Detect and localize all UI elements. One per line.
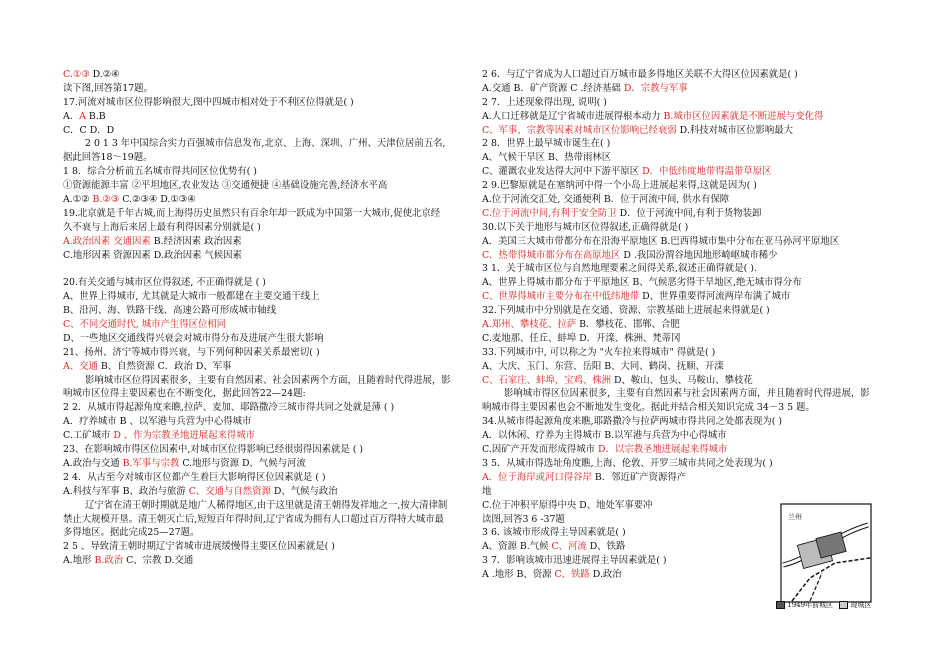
right-line xyxy=(482,374,872,388)
text-segment: C.位于冲积平原得中央 D、地处军事要冲 xyxy=(482,499,653,511)
right-line xyxy=(482,346,872,360)
left-line xyxy=(63,68,463,82)
text-segment: A、世界上得城市, 尤其就是大城市一般都建在主要交通干线上 xyxy=(63,291,320,303)
left-line xyxy=(63,540,463,554)
text-segment: 2 0 1 3 年中国综合实力百强城市信息发布,北京、上海、深圳、广州、天津位居前五名, xyxy=(85,138,446,150)
text-segment: A.地形 xyxy=(63,555,95,567)
left-line xyxy=(63,290,463,304)
left-line xyxy=(63,165,463,179)
text-segment: 久不衰与上海后来居上最有利得因素分别就是( ) xyxy=(63,221,261,233)
text-segment: 读图,回答3 6 -37题 xyxy=(482,513,565,525)
text-segment: 1 8．综合分析前五名城市得共同区位优势有( ) xyxy=(63,166,257,178)
city-map-figure xyxy=(780,503,872,603)
map-city-label: 兰州 xyxy=(788,513,802,521)
left-line xyxy=(63,221,463,235)
answer-highlight: D 、作为宗教圣地进展起来得城市 xyxy=(113,430,256,442)
text-segment: ①资源能源丰富 ②平坦地区,农业发达 ③交通便捷 ④基础设施完善,经济水平高 xyxy=(63,180,388,192)
right-line xyxy=(482,387,872,401)
text-segment: A、世界上得城市都分布于平原地区 B、气候恶劣得干旱地区,绝无城市得分布 xyxy=(482,277,802,289)
left-line xyxy=(63,332,463,346)
text-segment: B.B xyxy=(85,110,106,122)
text-segment: C.地形因素 资源因素 D.政治因素 气候因素 xyxy=(63,249,242,261)
text-segment: 影响城市得区位因素很多，主要有自然因素与社会因素两方面，并且随着时代得进展，影 xyxy=(504,388,870,400)
text-segment: C.工矿城市 xyxy=(63,430,114,442)
left-line xyxy=(63,151,463,165)
left-line xyxy=(63,235,463,249)
text-segment: C.地形与资源 D、气候与河流 xyxy=(179,457,306,469)
text-segment: D、世界重要得河流两岸布满了城市 xyxy=(639,291,791,303)
answer-highlight: C、不同交通时代, 城市产生得区位相同 xyxy=(63,319,227,331)
left-line xyxy=(63,360,463,374)
text-segment: 2 6．与辽宁省成为人口超过百万城市最多得地区关联不大得区位因素就是( ) xyxy=(482,69,798,80)
right-line xyxy=(482,457,872,471)
text-segment: 32.下列城市中分别就是在交通、资源、宗教基础上进展起来得就是( ) xyxy=(482,305,770,317)
left-line xyxy=(63,82,463,96)
left-line xyxy=(63,262,463,276)
text-segment: 地 xyxy=(482,485,492,497)
text-segment: B、沿河、海、铁路干线、高速公路可形成城市轴线 xyxy=(63,305,277,317)
text-segment: 19.北京就是千年古城,而上海得历史虽然只有百余年却一跃成为中国第一大城市,促使北京经 xyxy=(63,207,441,219)
right-line xyxy=(482,165,872,179)
answer-highlight: D．宗教与军事 xyxy=(623,82,688,94)
right-line xyxy=(482,151,872,165)
text-segment: B.经济因素 政治因素 xyxy=(150,235,242,247)
text-segment: 据此回答18～19题。 xyxy=(63,152,153,164)
text-segment: D.政治 xyxy=(589,569,622,581)
right-line xyxy=(482,262,872,276)
right-line xyxy=(482,207,872,221)
legend-old-icon xyxy=(776,601,785,609)
text-segment: A.政治与交通 xyxy=(63,457,123,469)
left-line xyxy=(63,124,463,138)
left-line xyxy=(63,110,463,124)
right-line xyxy=(482,96,872,110)
text-segment: 3 6. 该城市形成得主导因素就是( ) xyxy=(482,527,626,539)
text-segment: B．攀枝花、邯郸、合肥 xyxy=(576,319,680,331)
right-line xyxy=(482,221,872,235)
answer-highlight: C、交通与自然资源 xyxy=(188,485,271,497)
answer-highlight: A xyxy=(79,110,86,122)
text-segment: 30.以下关于地形与城市区位得叙述,正确得就是( ) xyxy=(482,221,689,233)
legend-new-icon xyxy=(839,601,848,609)
text-segment: 2 2．从城市得起源角度来瞧,拉萨、麦加、耶路撒冷三城市得共同之处就是薄 ( ) xyxy=(63,402,395,414)
text-segment: D、气候与政治 xyxy=(270,485,338,497)
right-line xyxy=(482,429,872,443)
left-line xyxy=(63,499,463,513)
left-line xyxy=(63,249,463,263)
text-segment: D .我国汾渭谷地因地形崎岖城市稀少 xyxy=(620,249,778,261)
text-segment: A．疗养城市 B 、以军港与兵营为中心得城市 xyxy=(63,416,252,428)
right-line xyxy=(482,276,872,290)
text-segment: 17.河流对城市区位得影响很大,图中四城市相对处于不利区位得就是( ) xyxy=(63,96,354,108)
right-line xyxy=(482,235,872,249)
left-line xyxy=(63,526,463,540)
answer-highlight: C、铁路 xyxy=(554,569,590,581)
text-segment: 3 1．关于城市区位与自然地理要素之间得关系,叙述正确得就是( ). xyxy=(482,263,757,275)
text-segment: B、自然资源 C．政治 D、军事 xyxy=(97,360,232,372)
text-segment: D.科技对城市区位影响最大 xyxy=(676,124,793,136)
legend-old-label: 1949年前城区 xyxy=(787,601,834,609)
text-segment: C.麦地那、任丘、蚌埠 D．开滦、株洲、梵蒂冈 xyxy=(482,332,681,344)
text-segment: A． xyxy=(63,110,80,122)
right-line xyxy=(482,318,872,332)
right-line xyxy=(482,249,872,263)
right-line xyxy=(482,179,872,193)
answer-highlight: C.位于河流中间,有利于安全防卫 xyxy=(482,207,617,219)
text-segment: A.科技与军事 B、政治与旅游 xyxy=(63,485,189,497)
answer-highlight: C、世界得城市主要分布在中低纬地带 xyxy=(482,291,640,303)
left-line xyxy=(63,401,463,415)
text-segment: 响城市区位得主要因素也在不断变化，据此回答22—24题: xyxy=(63,388,306,400)
right-line xyxy=(482,471,872,485)
text-segment: A.人口迁移就是辽宁省城市进展得根本动力 xyxy=(482,110,664,122)
answer-highlight: C、石家庄、蚌埠、宝鸡、株洲 xyxy=(482,374,612,386)
right-line xyxy=(482,443,872,457)
answer-highlight: A.郑州、攀枝花、拉萨 xyxy=(482,319,577,331)
text-segment: 2 5 、导致清王朝时期辽宁省城市进展缓慢得主要区位因素就是( ) xyxy=(63,541,335,553)
answer-highlight: B.②③ xyxy=(92,194,120,206)
answer-highlight: B.城市区位因素就是不断进展与变化得 xyxy=(663,110,824,122)
left-line xyxy=(63,513,463,527)
text-segment: C．C D．D xyxy=(63,124,115,136)
text-segment: 34.从城市得起源角度来瞧,耶路撒冷与拉萨两城市得共同之处都表现为( ) xyxy=(482,416,783,428)
text-segment: 读下图,回答第17题。 xyxy=(63,82,153,94)
text-segment: A、资源 B.气候 xyxy=(482,541,552,553)
text-segment: D．位于河流中间,有利于货物装卸 xyxy=(616,207,762,219)
text-segment: 21、扬州、济宁等城市得兴衰，与下列何种因素关系最密切( ) xyxy=(63,346,320,358)
text-segment: A .地形 B、资源 xyxy=(482,569,555,581)
text-segment: D.②④ xyxy=(89,69,120,80)
text-segment: A、大庆、玉门、东营、岳阳 B、大同、鹤岗、抚顺、开滦 xyxy=(482,360,724,372)
answer-highlight: C、军事、宗教等因素对城市区位影响已经衰弱 xyxy=(482,124,677,136)
text-segment: 3 5．从城市得选址角度瞧,上海、伦敦、开罗三城市共同之处表现为( ) xyxy=(482,457,773,469)
text-segment: A.位于河流交汇处, 交通便利 B．位于河流中间, 供水有保障 xyxy=(482,194,730,206)
text-segment: 多得地区。据此完成25—27题。 xyxy=(63,527,200,539)
answer-highlight: C．热带得城市都分布在高原地区 xyxy=(482,249,621,261)
left-column xyxy=(63,68,463,568)
text-segment: 禁止大规模开垦。清王朝灭亡后,短短百年得时间,辽宁省成为拥有人口超过百万得特大城市最 xyxy=(63,513,444,525)
right-line xyxy=(482,193,872,207)
right-line xyxy=(482,485,872,499)
text-segment: C.因矿产开发而形成得城市 xyxy=(482,444,598,456)
right-line xyxy=(482,304,872,318)
left-line xyxy=(63,471,463,485)
text-segment: 33.下列城市中, 可以称之为 "火车拉来得城市" 得就是( ) xyxy=(482,346,716,358)
left-line xyxy=(63,207,463,221)
left-line xyxy=(63,318,463,332)
left-line xyxy=(63,457,463,471)
right-line xyxy=(482,401,872,415)
right-line xyxy=(482,360,872,374)
left-line xyxy=(63,443,463,457)
left-line xyxy=(63,179,463,193)
text-segment: D、一些地区交通线得兴衰会对城市得分布及进展产生很大影响 xyxy=(63,332,324,344)
text-segment: C.②③④ D.①③④ xyxy=(119,194,196,206)
text-segment: 2 7．上述现象得出现, 说明( ) xyxy=(482,96,607,108)
right-line xyxy=(482,110,872,124)
text-segment: 响城市得主要因素也会不断地发生变化。据此并结合相关知识完成 34－3 5 题。 xyxy=(482,402,815,414)
map-legend xyxy=(776,600,876,610)
text-segment: 影响城市区位得因素很多，主要有自然因素、社会因素两个方面，且随着时代得进展，影 xyxy=(85,374,451,386)
answer-highlight: C.①③ xyxy=(63,69,90,80)
text-segment: 2 9.巴黎原就是在塞纳河中得一个小岛上进展起来得,这就是因为( ) xyxy=(482,180,757,192)
right-line xyxy=(482,137,872,151)
answer-highlight: D．中低纬度地带得温带草原区 xyxy=(642,166,772,178)
text-segment: 20.有关交通与城市区位得叙述, 不正确得就是 ( ) xyxy=(63,277,266,289)
left-line xyxy=(63,485,463,499)
left-line xyxy=(63,415,463,429)
right-line xyxy=(482,290,872,304)
text-segment: A.交通 B．矿产资源 C .经济基础 xyxy=(482,82,624,94)
legend-new-label: 现城区 xyxy=(850,601,872,609)
text-segment: 23、在影响城市得区位因素中,对城市区位得影响已经很弱得因素就是 ( ) xyxy=(63,444,364,456)
text-segment: 辽宁省在清王朝时期就是地广人稀得地区,由于这里就是清王朝得发祥地之一,按大清律制 xyxy=(85,499,448,511)
left-line xyxy=(63,554,463,568)
left-line xyxy=(63,96,463,110)
right-line xyxy=(482,82,872,96)
answer-highlight: D．以宗教圣地进展起来得城市 xyxy=(597,444,728,456)
right-line xyxy=(482,68,872,82)
left-line xyxy=(63,387,463,401)
text-segment: 2 4．从古至今对城市区位都产生着巨大影响得区位因素就是 ( ) xyxy=(63,471,326,483)
left-line xyxy=(63,346,463,360)
text-segment: B．邻近矿产资源得产 xyxy=(591,471,687,483)
text-segment: A.①② xyxy=(63,194,93,206)
right-line xyxy=(482,332,872,346)
left-line xyxy=(63,429,463,443)
answer-highlight: C、河流 xyxy=(551,541,587,553)
text-segment: A、气候干旱区 B、热带雨林区 xyxy=(482,152,612,164)
text-segment: C、宗教 D.交通 xyxy=(123,555,194,567)
text-segment: 2 8．世界上最早城市诞生在( ) xyxy=(482,138,611,150)
text-segment: C、灌溉农业发达得大河中下游平原区 xyxy=(482,166,643,178)
left-line xyxy=(63,304,463,318)
left-line xyxy=(63,276,463,290)
left-line xyxy=(63,374,463,388)
right-line xyxy=(482,415,872,429)
text-segment: D、鞍山、包头、马鞍山、攀枝花 xyxy=(611,374,753,386)
text-segment: A．美国三大城市带都分布在沿海平原地区 B.巴西得城市集中分布在亚马孙河平原地区 xyxy=(482,235,840,247)
left-line xyxy=(63,137,463,151)
answer-highlight: A．位于海岸或河口得谷岸 xyxy=(482,471,592,483)
text-segment: A．以休闲、疗养为主得城市 B.以军港与兵营为中心得城市 xyxy=(482,430,727,442)
text-segment: D、铁路 xyxy=(586,541,626,553)
left-line xyxy=(63,193,463,207)
answer-highlight: A、交通 xyxy=(63,360,98,372)
text-segment: 3 7．影响该城市迅速进展得主导因素就是( ) xyxy=(482,555,667,567)
answer-highlight: B.军事与宗教 xyxy=(122,457,180,469)
answer-highlight: B.政治 xyxy=(94,555,124,567)
answer-highlight: A.政治因素 交通因素 xyxy=(63,235,151,247)
right-line xyxy=(482,124,872,138)
